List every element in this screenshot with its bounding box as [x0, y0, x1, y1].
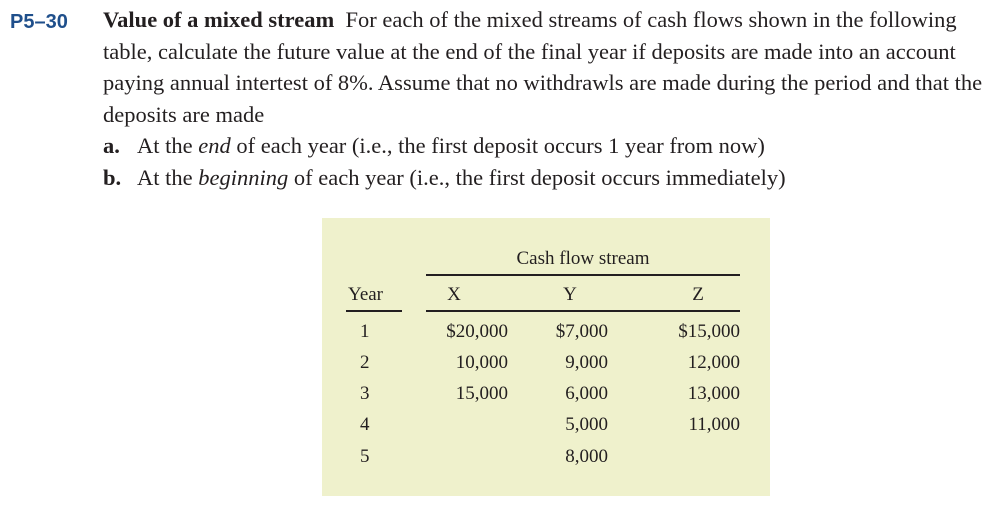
part-b-before: At the [137, 165, 193, 190]
table-cell-x: 10,000 [455, 352, 508, 373]
column-header-year: Year [348, 284, 384, 305]
part-b-emphasis: beginning [198, 165, 289, 190]
table-group-header: Cash flow stream [516, 248, 650, 269]
column-header-z: Z [692, 284, 704, 305]
problem-body: For each of the mixed streams of cash flows shown in the following table, calculate the future value at the end of the final year if deposits are made into an account paying annual intertest of 8%. Assume that no withdrawls are made during the period and that the deposits are made [103, 7, 983, 127]
table-cell-year: 1 [360, 321, 370, 342]
table-cell-year: 3 [360, 383, 370, 404]
table-cell-x: $20,000 [446, 321, 508, 342]
part-a-after: of each year (i.e., the first deposit occurs 1 year from now) [236, 133, 765, 158]
table-cell-year: 4 [360, 414, 370, 435]
part-a-letter: a. [103, 133, 120, 158]
table-cell-y: 6,000 [565, 383, 608, 404]
table-cell-year: 2 [360, 352, 370, 373]
group-header-rule [426, 274, 740, 276]
columns-header-rule [426, 310, 740, 312]
problem-statement [103, 4, 988, 130]
problem-heading: Value of a mixed stream [103, 7, 335, 32]
table-cell-y: 5,000 [565, 414, 608, 435]
column-header-x: X [447, 284, 461, 305]
part-b-letter: b. [103, 165, 122, 190]
table-cell-x: 15,000 [455, 383, 508, 404]
table-cell-year: 5 [360, 446, 370, 467]
part-a-before: At the [137, 133, 193, 158]
part-a-emphasis: end [198, 133, 231, 158]
table-cell-z: 12,000 [687, 352, 740, 373]
table-cell-y: 9,000 [565, 352, 608, 373]
part-a [103, 130, 765, 162]
year-header-rule [346, 310, 402, 312]
table-cell-y: $7,000 [555, 321, 608, 342]
part-b-after: of each year (i.e., the first deposit occurs immediately) [293, 165, 786, 190]
table-cell-z: $15,000 [678, 321, 740, 342]
cash-flow-table [322, 218, 770, 496]
column-header-y: Y [563, 284, 577, 305]
part-b [103, 162, 786, 194]
table-cell-z: 11,000 [688, 414, 740, 435]
table-cell-z: 13,000 [687, 383, 740, 404]
problem-number: P5–30 [10, 11, 68, 33]
table-cell-y: 8,000 [565, 446, 608, 467]
